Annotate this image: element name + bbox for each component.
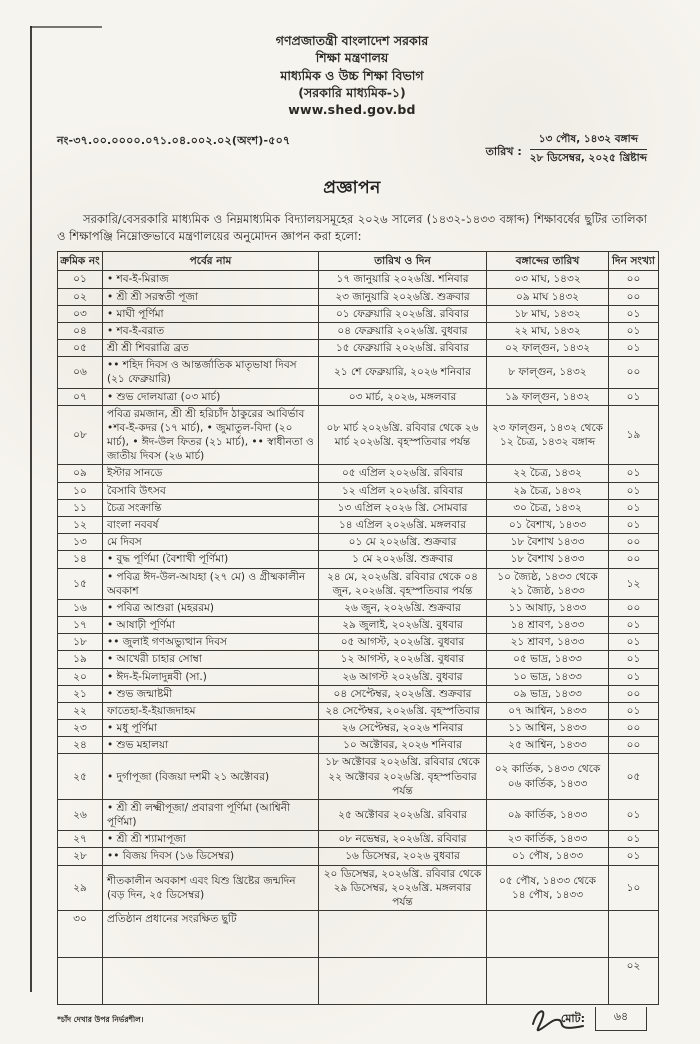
row-day-count: ০১ xyxy=(609,388,659,405)
row-serial: ০৬ xyxy=(58,357,103,388)
row-date: ১৬ ডিসেম্বর, ২০২৬ বুধবার xyxy=(319,848,487,865)
row-bangla-date: ১১ আশ্বিন, ১৪৩৩ xyxy=(487,720,609,737)
row-holiday-name: পবিত্র রমজান, শ্রী শ্রী হরিচাঁদ ঠাকুরের আবির্ভাব •শব-ই-কদর (১৭ মার্চ), • জুমাতুল-বিদা (২০ মার্চ), • ঈদ-উল ফিতর (২১ মার্চ), •• স্বাধীনতা ও জাতীয় দিবস (২৬ মার্চ) xyxy=(103,405,319,465)
row-serial: ০৭ xyxy=(58,388,103,405)
row-bangla-date: ২৩ ফাল্গুন, ১৪৩২ থেকে ১২ চৈত্র, ১৪৩২ বঙ্গাব্দ xyxy=(487,405,609,465)
website-text: www.shed.gov.bd xyxy=(288,102,416,117)
row-date: ২১ শে ফেব্রুয়ারি, ২০২৬ শনিবার xyxy=(319,357,487,388)
row-bangla-date: ০৫ পৌষ, ১৪৩৩ থেকে ১৪ পৌষ, ১৪৩৩ xyxy=(487,865,609,911)
row-serial: ২৫ xyxy=(58,754,103,800)
col-header-days: দিন সংখ্যা xyxy=(609,252,659,271)
reserved-days-row xyxy=(58,958,659,1005)
row-serial: ২০ xyxy=(58,668,103,685)
row-holiday-name: • শুভ মহালয়া xyxy=(103,737,319,754)
row-bangla-date: ২৩ কার্তিক, ১৪৩৩ xyxy=(487,831,609,848)
row-bangla-date: ১৮ বৈশাখ ১৪৩৩ xyxy=(487,534,609,551)
row-bangla-date: ১০ ভাদ্র, ১৪৩৩ xyxy=(487,668,609,685)
row-date: ২৬ সেপ্টেম্বর, ২০২৬ শনিবার xyxy=(319,720,487,737)
row-day-count: ০১ xyxy=(609,831,659,848)
row-bangla-date: ১৮ মাঘ, ১৪৩২ xyxy=(487,305,609,322)
table-row xyxy=(58,271,659,288)
row-holiday-name: •• জুলাই গণঅভ্যুত্থান দিবস xyxy=(103,634,319,651)
table-row xyxy=(58,305,659,322)
page-title: প্রজ্ঞাপন xyxy=(323,177,381,198)
table-row xyxy=(58,831,659,848)
memo-number: নং-৩৭.০০.০০০০.০৭১.০৪.০০২.০২(অংশ)-৫০৭ xyxy=(57,134,291,148)
row-day-count: ০১ xyxy=(609,634,659,651)
row-bangla-date: ১০ জ্যৈষ্ঠ, ১৪৩৩ থেকে ২১ জ্যৈষ্ঠ, ১৪৩৩ xyxy=(487,568,609,599)
row-holiday-name: • শব-ই-মিরাজ xyxy=(103,271,319,288)
table-row xyxy=(58,482,659,499)
row-serial: ২৭ xyxy=(58,831,103,848)
table-row xyxy=(58,617,659,634)
row-date: ১৫ ফেব্রুয়ারি ২০২৬খ্রি. রবিবার xyxy=(319,340,487,357)
row-date: ২৬ আগস্ট ২০২৬খ্রি. বুধবার xyxy=(319,668,487,685)
row-date: ০১ মে ২০২৬খ্রি. শুক্রবার xyxy=(319,534,487,551)
row-holiday-name: • শুভ জন্মাষ্টমী xyxy=(103,685,319,702)
row-day-count: ০১ xyxy=(609,668,659,685)
table-row xyxy=(58,685,659,702)
row-date: ০৩ মার্চ, ২০২৬, মঙ্গলবার xyxy=(319,388,487,405)
row-bangla-date: ১১ আষাঢ়, ১৪৩৩ xyxy=(487,599,609,616)
table-row xyxy=(58,534,659,551)
row-serial: ০৯ xyxy=(58,465,103,482)
row-date: ১৭ জানুয়ারি ২০২৬খ্রি. শনিবার xyxy=(319,271,487,288)
row-serial: ২৯ xyxy=(58,865,103,911)
row-bangla-date: ০১ বৈশাখ, ১৪৩৩ xyxy=(487,517,609,534)
row-bangla-date: ৩০ চৈত্র, ১৪৩২ xyxy=(487,499,609,516)
row-serial: ২৬ xyxy=(58,799,103,830)
row-serial: ০২ xyxy=(58,288,103,305)
row-date: ০৫ আগস্ট, ২০২৬খ্রি. বুধবার xyxy=(319,634,487,651)
col-header-serial: ক্রমিক নং xyxy=(58,252,103,271)
row-bangla-date: ২১ শ্রাবণ, ১৪৩৩ xyxy=(487,634,609,651)
table-row xyxy=(58,737,659,754)
table-row xyxy=(58,651,659,668)
row-date: ০৮ নভেম্বর, ২০২৬খ্রি. রবিবার xyxy=(319,831,487,848)
row-holiday-name: • শব-ই-বরাত xyxy=(103,322,319,339)
row-date: ১২ এপ্রিল ২০২৬খ্রি. রবিবার xyxy=(319,482,487,499)
row-serial: ১৯ xyxy=(58,651,103,668)
row-day-count: ০১ xyxy=(609,617,659,634)
row-date: ২৫ অক্টোবর ২০২৬খ্রি. রবিবার xyxy=(319,799,487,830)
row-date: ০১ ফেব্রুয়ারি ২০২৬খ্রি. রবিবার xyxy=(319,305,487,322)
row-date: ০৪ ফেব্রুয়ারি ২০২৬খ্রি. বুধবার xyxy=(319,322,487,339)
row-day-count: ১০ xyxy=(609,865,659,911)
row-holiday-name: বাংলা নববর্ষ xyxy=(103,517,319,534)
row-day-count: ০১ xyxy=(609,305,659,322)
row-bangla-date: ২৫ আশ্বিন, ১৪৩৩ xyxy=(487,737,609,754)
row-bangla-date: ০৭ আশ্বিন, ১৪৩৩ xyxy=(487,702,609,719)
row-bangla-date: ৮ ফাল্গুন, ১৪৩২ xyxy=(487,357,609,388)
holiday-table-header xyxy=(58,252,659,271)
row-bangla-date: ০৫ ভাদ্র, ১৪৩৩ xyxy=(487,651,609,668)
row-holiday-name: • বুদ্ধ পূর্ণিমা (বৈশাখী পূর্ণিমা) xyxy=(103,551,319,568)
row-day-count: ০০ xyxy=(609,534,659,551)
row-bangla-date: ১৪ শ্রাবণ, ১৪৩৩ xyxy=(487,617,609,634)
row-date: ২৩ জানুয়ারি ২০২৬খ্রি. শুক্রবার xyxy=(319,288,487,305)
table-row xyxy=(58,634,659,651)
row-day-count: ০০ xyxy=(609,599,659,616)
row-day-count: ০১ xyxy=(609,465,659,482)
government-name: গণপ্রজাতন্ত্রী বাংলাদেশ সরকার xyxy=(275,33,429,48)
row-date: ১২ আগস্ট, ২০২৬খ্রি. বুধবার xyxy=(319,651,487,668)
row-serial: ২৪ xyxy=(58,737,103,754)
row-serial: ০৮ xyxy=(58,405,103,465)
col-header-name: পর্বের নাম xyxy=(103,252,319,271)
row-serial: ০৪ xyxy=(58,322,103,339)
document-body xyxy=(57,32,655,1031)
row-bangla-date: ১৯ ফাল্গুন, ১৪৩২ xyxy=(487,388,609,405)
row-holiday-name: শ্রী শ্রী শিবরাত্রি ব্রত xyxy=(103,340,319,357)
row-holiday-name: • আখেরী চাহার সোম্বা xyxy=(103,651,319,668)
row-serial: ১৩ xyxy=(58,534,103,551)
row-serial: ১০ xyxy=(58,482,103,499)
table-row xyxy=(58,668,659,685)
total-value: ৬৪ xyxy=(595,1007,647,1031)
row-date: ২৬ জুন, ২০২৬খ্রি. শুক্রবার xyxy=(319,599,487,616)
row-serial: ১৮ xyxy=(58,634,103,651)
row-holiday-name: চৈত্র সংক্রান্তি xyxy=(103,499,319,516)
row-holiday-name: • পবিত্র ঈদ-উল-আযহা (২৭ মে) ও গ্রীষ্মকালীন অবকাশ xyxy=(103,568,319,599)
row-serial: ১২ xyxy=(58,517,103,534)
row-day-count: ০০ xyxy=(609,737,659,754)
row-serial: ১১ xyxy=(58,499,103,516)
row-serial: ১৭ xyxy=(58,617,103,634)
row-day-count: ০০ xyxy=(609,551,659,568)
row-serial: ২৩ xyxy=(58,720,103,737)
row-holiday-name: প্রতিষ্ঠান প্রধানের সংরক্ষিত ছুটি xyxy=(103,911,319,958)
row-serial: ১৪ xyxy=(58,551,103,568)
table-row xyxy=(58,848,659,865)
row-date: ০৫ এপ্রিল ২০২৬খ্রি. রবিবার xyxy=(319,465,487,482)
row-serial: ২১ xyxy=(58,685,103,702)
row-holiday-name: • শ্রী শ্রী সরস্বতী পূজা xyxy=(103,288,319,305)
row-date: ০৪ সেপ্টেম্বর, ২০২৬খ্রি. শুক্রবার xyxy=(319,685,487,702)
table-row xyxy=(58,465,659,482)
row-holiday-name: •• বিজয় দিবস (১৬ ডিসেম্বর) xyxy=(103,848,319,865)
holiday-table xyxy=(57,251,659,1005)
row-serial: ০১ xyxy=(58,271,103,288)
memo-date-row xyxy=(57,132,647,167)
row-holiday-name: বৈসাবি উৎসব xyxy=(103,482,319,499)
row-holiday-name: ইস্টার সানডে xyxy=(103,465,319,482)
row-day-count xyxy=(609,911,659,958)
table-row xyxy=(58,911,659,958)
row-serial: ০৫ xyxy=(58,340,103,357)
row-bangla-date: ০২ ফাল্গুন, ১৪৩২ xyxy=(487,340,609,357)
row-day-count: ০১ xyxy=(609,799,659,830)
row-day-count: ০০ xyxy=(609,720,659,737)
table-row xyxy=(58,322,659,339)
date-label: তারিখ : xyxy=(485,145,522,158)
date-block xyxy=(486,132,647,167)
reserved-days-value: ০২ xyxy=(609,958,659,1005)
table-row xyxy=(58,599,659,616)
row-bangla-date: ০৯ কার্তিক, ১৪৩৩ xyxy=(487,799,609,830)
table-row xyxy=(58,799,659,830)
row-holiday-name: • মধু পূর্ণিমা xyxy=(103,720,319,737)
scan-edge-corner xyxy=(30,26,102,28)
row-date: ১ মে ২০২৬খ্রি. শুক্রবার xyxy=(319,551,487,568)
row-serial: ২৮ xyxy=(58,848,103,865)
row-holiday-name: • মাঘী পূর্ণিমা xyxy=(103,305,319,322)
total-label: মোট: xyxy=(560,1012,585,1026)
row-day-count: ০০ xyxy=(609,271,659,288)
col-header-bangla-date: বঙ্গাব্দের তারিখ xyxy=(487,252,609,271)
row-date: ২৪ মে, ২০২৬খ্রি. রবিবার থেকে ০৪ জুন, ২০২৬খ্রি. বৃহস্পতিবার পর্যন্ত xyxy=(319,568,487,599)
intro-paragraph: সরকারি/বেসরকারি মাধ্যমিক ও নিম্নমাধ্যমিক বিদ্যালয়সমূহের ২০২৬ সালের (১৪৩২-১৪৩৩ বঙ্গাব্দ) শিক্ষাবর্ষের ছুটির তালিকা ও শিক্ষাপঞ্জি নিম্নোক্তভাবে মন্ত্রণালয়ের অনুমোদন জ্ঞাপন করা হলো: xyxy=(57,211,647,243)
row-holiday-name: • শ্রী শ্রী শ্যামাপূজা xyxy=(103,831,319,848)
row-bangla-date: ০১ পৌষ, ১৪৩৩ xyxy=(487,848,609,865)
row-day-count: ০০ xyxy=(609,685,659,702)
row-date: ১০ অক্টোবর, ২০২৬ শনিবার xyxy=(319,737,487,754)
row-day-count: ০৫ xyxy=(609,754,659,800)
holiday-table-body xyxy=(58,271,659,958)
row-day-count: ১৯ xyxy=(609,405,659,465)
reserved-days-section xyxy=(58,958,659,1005)
row-bangla-date: ০২ কার্তিক, ১৪৩৩ থেকে ০৬ কার্তিক, ১৪৩৩ xyxy=(487,754,609,800)
row-day-count: ০১ xyxy=(609,499,659,516)
signature-mark xyxy=(495,1002,585,1042)
row-holiday-name: মে দিবস xyxy=(103,534,319,551)
row-date: ১৮ অক্টোবর ২০২৬খ্রি. রবিবার থেকে ২২ অক্টোবর ২০২৬খ্রি. বৃহস্পতিবার পর্যন্ত xyxy=(319,754,487,800)
table-row xyxy=(58,754,659,800)
table-row xyxy=(58,388,659,405)
row-day-count: ০১ xyxy=(609,702,659,719)
row-bangla-date: ১৮ বৈশাখ ১৪৩৩ xyxy=(487,551,609,568)
table-row xyxy=(58,865,659,911)
date-gregorian: ২৮ ডিসেম্বর, ২০২৫ খ্রিষ্টাব্দ xyxy=(529,152,647,164)
row-date: ২০ ডিসেম্বর, ২০২৬খ্রি. রবিবার থেকে ২৯ ডিসেম্বর, ২০২৬খ্রি. মঙ্গলবার পর্যন্ত xyxy=(319,865,487,911)
table-row xyxy=(58,340,659,357)
letterhead xyxy=(57,32,647,118)
row-holiday-name: • পবিত্র আশুরা (মহররম) xyxy=(103,599,319,616)
row-day-count: ১২ xyxy=(609,568,659,599)
row-day-count: ০০ xyxy=(609,288,659,305)
table-row xyxy=(58,568,659,599)
row-holiday-name: • আষাঢ়ী পূর্ণিমা xyxy=(103,617,319,634)
date-values xyxy=(530,132,647,167)
table-row xyxy=(58,720,659,737)
scan-edge-line xyxy=(30,26,32,992)
row-serial: ১৫ xyxy=(58,568,103,599)
table-row xyxy=(58,288,659,305)
row-holiday-name: • দুর্গাপূজা (বিজয়া দশমী ২১ অক্টোবর) xyxy=(103,754,319,800)
row-bangla-date: ২২ চৈত্র, ১৪৩২ xyxy=(487,465,609,482)
row-holiday-name: ফাতেহা-ই-ইয়াজদাহম xyxy=(103,702,319,719)
row-bangla-date: ০৩ মাঘ, ১৪৩২ xyxy=(487,271,609,288)
row-holiday-name: • শ্রী শ্রী লক্ষ্মীপূজা/ প্রবারণা পূর্ণিমা (আশ্বিনী পূর্ণিমা) xyxy=(103,799,319,830)
row-holiday-name: •• শহিদ দিবস ও আন্তর্জাতিক মাতৃভাষা দিবস (২১ ফেব্রুয়ারি) xyxy=(103,357,319,388)
table-row xyxy=(58,702,659,719)
date-bangla: ১৩ পৌষ, ১৪৩২ বঙ্গাব্দ xyxy=(530,132,647,150)
row-date: ০৮ মার্চ ২০২৬খ্রি. রবিবার থেকে ২৬ মার্চ ২০২৬খ্রি. বৃহস্পতিবার পর্যন্ত xyxy=(319,405,487,465)
row-date: ১৪ এপ্রিল ২০২৬খ্রি. মঙ্গলবার xyxy=(319,517,487,534)
row-bangla-date xyxy=(487,911,609,958)
table-row xyxy=(58,357,659,388)
row-day-count: ০১ xyxy=(609,322,659,339)
table-row xyxy=(58,405,659,465)
row-serial: ২২ xyxy=(58,702,103,719)
branch-name: (সরকারি মাধ্যমিক-১) xyxy=(298,84,406,100)
row-bangla-date: ০৯ ভাদ্র, ১৪৩৩ xyxy=(487,685,609,702)
row-day-count: ০১ xyxy=(609,482,659,499)
row-bangla-date: ২২ মাঘ, ১৪৩২ xyxy=(487,322,609,339)
row-day-count: ০১ xyxy=(609,848,659,865)
ministry-name: শিক্ষা মন্ত্রণালয় xyxy=(315,50,389,66)
row-date xyxy=(319,911,487,958)
row-holiday-name: • ঈদ-ই-মিলাদুন্নবী (সা.) xyxy=(103,668,319,685)
table-row xyxy=(58,551,659,568)
row-date: ২৯ জুলাই, ২০২৬খ্রি. বুধবার xyxy=(319,617,487,634)
row-day-count: ০০ xyxy=(609,357,659,388)
row-date: ১৩ এপ্রিল ২০২৬ খ্রি. সোমবার xyxy=(319,499,487,516)
row-date: ২৪ সেপ্টেম্বর, ২০২৬খ্রি. বৃহস্পতিবার xyxy=(319,702,487,719)
row-bangla-date: ২৯ চৈত্র, ১৪৩২ xyxy=(487,482,609,499)
col-header-date: তারিখ ও দিন xyxy=(319,252,487,271)
table-row xyxy=(58,499,659,516)
table-row xyxy=(58,517,659,534)
row-serial: ৩০ xyxy=(58,911,103,958)
row-holiday-name: • শুভ দোলযাত্রা (০৩ মার্চ) xyxy=(103,388,319,405)
row-holiday-name: শীতকালীন অবকাশ এবং যিশু খ্রিষ্টের জন্মদিন (বড় দিন, ২৫ ডিসেম্বর) xyxy=(103,865,319,911)
row-day-count: ০১ xyxy=(609,651,659,668)
row-bangla-date: ০৯ মাঘ ১৪৩২ xyxy=(487,288,609,305)
row-serial: ১৬ xyxy=(58,599,103,616)
row-serial: ০৩ xyxy=(58,305,103,322)
division-name: মাধ্যমিক ও উচ্চ শিক্ষা বিভাগ xyxy=(280,67,424,83)
footnote-text: *চাঁদ দেখার উপর নির্ভরশীল। xyxy=(57,1015,144,1025)
row-day-count: ০১ xyxy=(609,517,659,534)
row-day-count: ০১ xyxy=(609,340,659,357)
